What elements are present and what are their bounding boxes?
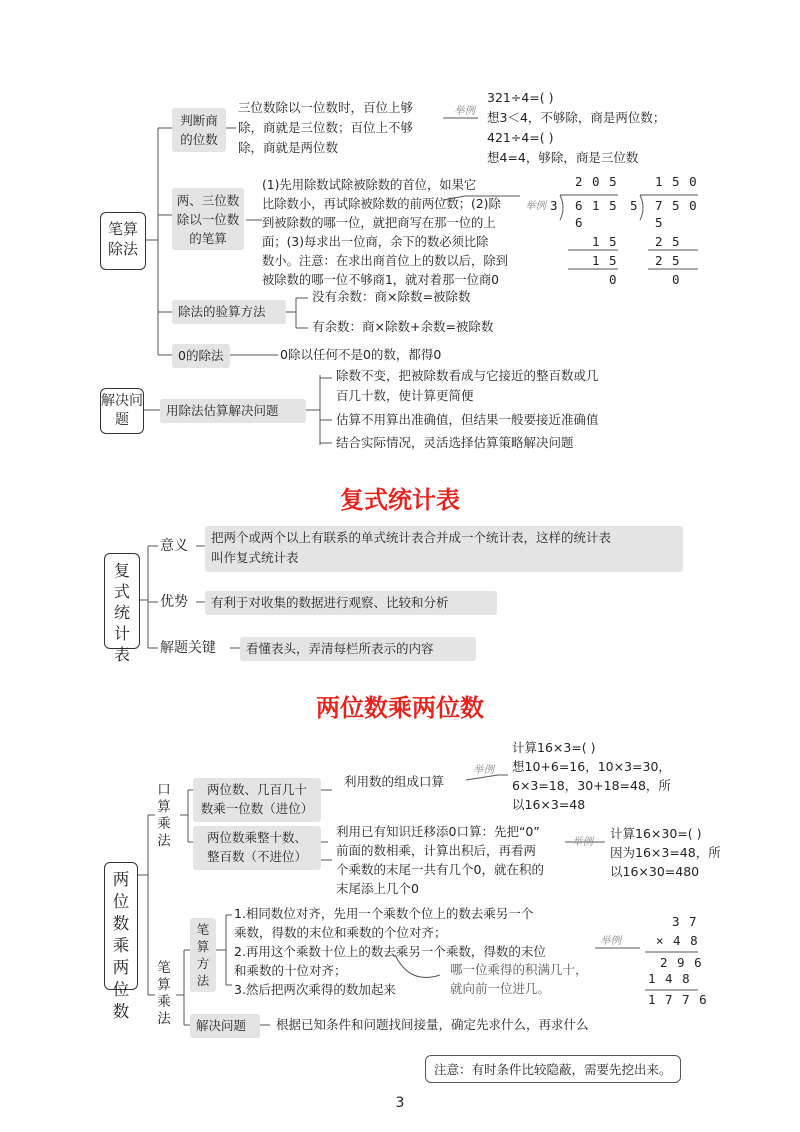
calc1-divisor: 3	[550, 198, 559, 213]
calc2-row: 5	[655, 215, 664, 230]
oral-item2-method: 利用已有知识迁移添0口算：先把“0” 前面的数相乘，计算出积后，再看两 个乘数的末尾一共有几个0，就在积的 末尾添上几个0	[336, 824, 544, 896]
estimate-label: 用除法估算解决问题	[160, 399, 306, 423]
calc2-row: 2 5	[655, 253, 681, 268]
estimate-item: 估算不用算出准确值，但结果一般要接近准确值	[336, 412, 599, 427]
carry-tip: 哪一位乘得的积满几十， 就向前一位进几。	[450, 962, 588, 996]
calc1-row: 6	[575, 215, 584, 230]
zero-division-text: 0除以任何不是0的数，都得0	[280, 347, 442, 362]
calc2-divisor: 5	[630, 198, 639, 213]
estimate-item: 百几十数，使计算更简便	[336, 388, 474, 403]
problem-solving-root: 解决问题	[100, 388, 144, 434]
zero-division-label: 0的除法	[172, 344, 230, 368]
written-method-label: 笔算方法	[190, 918, 216, 992]
oral-item1-method: 利用数的组成口算	[344, 774, 445, 789]
quotient-digits-example: 321÷4=( ) 想3＜4，不够除，商是两位数； 421÷4=( ) 想4=4，够除，商是三位数	[487, 90, 666, 165]
section-title-multiplication: 两位数乘两位数	[316, 694, 484, 722]
example-tag: 举例	[454, 105, 475, 117]
calc2-row: 0	[672, 272, 681, 287]
mul-calc-a: 3 7	[672, 914, 698, 929]
calc1-quotient: 2 0 5	[575, 174, 618, 189]
oral-item1-label: 两位数、几百几十 数乘一位数（进位）	[193, 778, 321, 822]
solve-text: 根据已知条件和问题找间接量，确定先求什么，再求什么	[276, 1017, 589, 1032]
note-box: 注意：有时条件比较隐蔽，需要先挖出来。	[425, 1055, 681, 1083]
division-root: 笔算除法	[100, 212, 146, 270]
mul-calc-result: 1 7 7 6	[648, 992, 708, 1007]
long-division-text: (1)先用除数试除被除数的首位，如果它 比除数小，再试除被除数的前两位数；(2)除 到被除数的哪一位，就把商写在那一位的上 面；(3)每求出一位商，余下的数必须比除 数小。注意：在求出商首位上的数以后，除到 被除数的哪一位不够商1，就对着那一位商0	[262, 178, 508, 287]
advantage-label: 优势	[160, 594, 188, 610]
example-tag: 举例	[572, 836, 593, 848]
calc1-row: 1 5	[592, 253, 618, 268]
advantage-text: 有利于对收集的数据进行观察、比较和分析	[205, 591, 497, 615]
oral-item2-label: 两位数乘整十数、 整百数（不进位）	[193, 826, 321, 870]
calc1-row: 0	[609, 272, 618, 287]
key-label: 解题关键	[160, 640, 216, 656]
meaning-text: 把两个或两个以上有联系的单式统计表合并成一个统计表，这样的统计表 叫作复式统计表	[205, 526, 683, 572]
mul-calc-b: × 4 8	[656, 933, 699, 948]
check-item: 有余数：商×除数+余数=被除数	[312, 319, 494, 334]
section-title-compound-table: 复式统计表	[340, 486, 460, 514]
solve-label: 解决问题	[190, 1014, 260, 1038]
mul-calc-p2: 1 4 8	[648, 971, 691, 986]
written-multiplication-label: 笔算乘法	[157, 960, 171, 1027]
calc2-dividend: 7 5 0	[655, 198, 698, 213]
calc2-row: 2 5	[655, 234, 681, 249]
key-text: 看懂表头，弄清每栏所表示的内容	[240, 637, 476, 661]
compound-table-root: 复式统计表	[104, 553, 140, 649]
quotient-digits-text: 三位数除以一位数时，百位上够 除，商就是三位数；百位上不够 除，商就是两位数	[238, 100, 414, 155]
example-tag: 举例	[600, 935, 621, 947]
oral-multiplication-label: 口算乘法	[157, 782, 171, 849]
oral-item2-example: 计算16×30=( ) 因为16×3=48，所 以16×30=480	[610, 826, 721, 879]
estimate-item: 除数不变，把被除数看成与它接近的整百数或几	[336, 368, 599, 383]
calc1-dividend: 6 1 5	[575, 198, 618, 213]
estimate-item: 结合实际情况，灵活选择估算策略解决问题	[336, 435, 574, 450]
multiplication-root: 两位数乘两位数	[104, 862, 138, 990]
check-method-label: 除法的验算方法	[172, 300, 286, 324]
quotient-digits-label: 判断商的位数	[172, 108, 226, 152]
calc1-row: 1 5	[592, 234, 618, 249]
long-division-label: 两、三位数除以一位数的笔算	[172, 188, 244, 250]
example-tag: 举例	[473, 764, 494, 776]
mul-calc-p1: 2 9 6	[660, 955, 703, 970]
calc2-quotient: 1 5 0	[655, 174, 698, 189]
meaning-label: 意义	[160, 538, 188, 554]
check-item: 没有余数：商×除数=被除数	[312, 289, 471, 304]
page-number: 3	[395, 1095, 405, 1111]
oral-item1-example: 计算16×3=( ) 想10+6=16，10×3=30， 6×3=18，30+18=48，所 以16×3=48	[512, 740, 671, 812]
example-tag: 举例	[525, 200, 546, 212]
written-method-text: 1.相同数位对齐，先用一个乘数个位上的数去乘另一个 乘数，得数的末位和乘数的个位对齐； 2.再用这个乘数十位上的数去乘另一个乘数，得数的末位 和乘数的十位对齐； 3.然后把两次乘得的数加起来	[234, 906, 546, 997]
